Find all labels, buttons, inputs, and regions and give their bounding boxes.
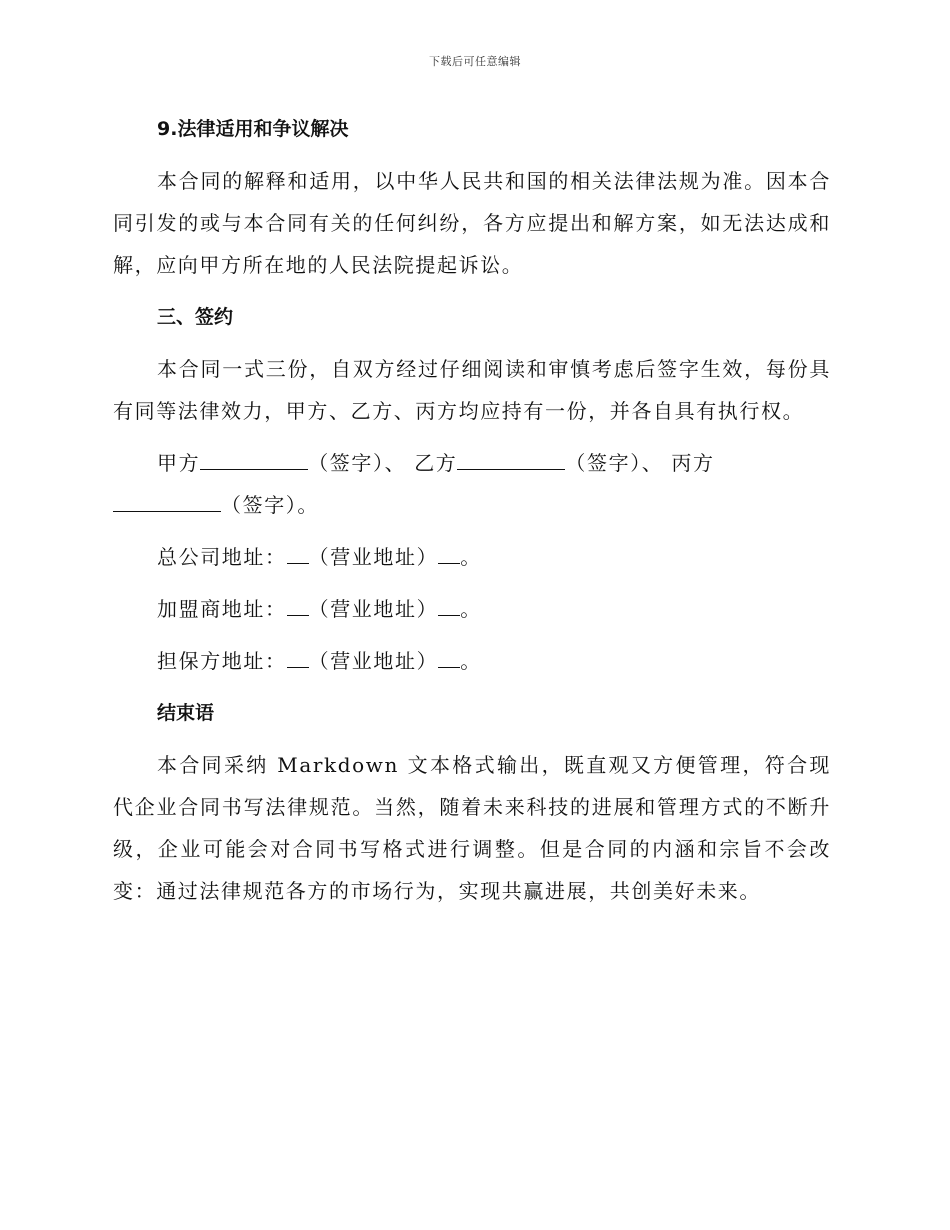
signature-line xyxy=(113,442,831,484)
party-b-label: 乙方 xyxy=(414,451,458,475)
page-header-note: 下载后可任意编辑 xyxy=(429,55,521,68)
address-blank-before[interactable] xyxy=(287,593,309,616)
address-label: 总公司地址： xyxy=(157,545,287,569)
address-end: 。 xyxy=(460,597,482,621)
separator: 、 xyxy=(384,451,407,475)
address-label: 担保方地址： xyxy=(157,649,287,673)
closing-title: 结束语 xyxy=(157,702,215,724)
party-b-signature-blank[interactable] xyxy=(457,447,565,470)
separator: 、 xyxy=(641,451,664,475)
address-franchisee xyxy=(113,588,831,630)
closing-body: 本合同采纳 Markdown 文本格式输出，既直观又方便管理，符合现代企业合同书写法律规范。当然，随着未来科技的进展和管理方式的不断升级，企业可能会对合同书写格式进行调整。但是合同的内涵和宗旨不会改变：通过法律规范各方的市场行为，实现共赢进展，共创美好未来。 xyxy=(113,753,831,903)
signature-line-continued xyxy=(113,484,831,526)
section-9-title: 9.法律适用和争议解决 xyxy=(157,118,349,140)
address-hint: （营业地址） xyxy=(308,545,439,569)
section-3-body: 本合同一式三份，自双方经过仔细阅读和审慎考虑后签字生效，每份具有同等法律效力，甲方、乙方、丙方均应持有一份，并各自具有执行权。 xyxy=(113,357,831,423)
address-end: 。 xyxy=(460,649,482,673)
address-blank-before[interactable] xyxy=(287,541,309,564)
address-blank-after[interactable] xyxy=(438,541,460,564)
party-a-label: 甲方 xyxy=(157,451,201,475)
signature-end: 。 xyxy=(297,493,320,517)
section-3-title: 三、签约 xyxy=(157,306,234,328)
address-blank-after[interactable] xyxy=(438,645,460,668)
section-9-body: 本合同的解释和适用，以中华人民共和国的相关法律法规为准。因本合同引发的或与本合同有关的任何纠纷，各方应提出和解方案，如无法达成和解，应向甲方所在地的人民法院提起诉讼。 xyxy=(113,169,831,277)
address-head-office xyxy=(113,536,831,578)
party-a-sign-hint: （签字） xyxy=(308,451,385,475)
address-guarantor xyxy=(113,640,831,682)
party-c-sign-hint: （签字） xyxy=(221,493,298,517)
address-hint: （营业地址） xyxy=(308,597,439,621)
address-blank-before[interactable] xyxy=(287,645,309,668)
address-blank-after[interactable] xyxy=(438,593,460,616)
party-c-signature-blank[interactable] xyxy=(113,489,221,512)
party-c-label: 丙方 xyxy=(671,451,715,475)
party-b-sign-hint: （签字） xyxy=(565,451,642,475)
address-label: 加盟商地址： xyxy=(157,597,287,621)
party-a-signature-blank[interactable] xyxy=(200,447,308,470)
address-end: 。 xyxy=(460,545,482,569)
document-body xyxy=(113,108,831,922)
address-hint: （营业地址） xyxy=(308,649,439,673)
